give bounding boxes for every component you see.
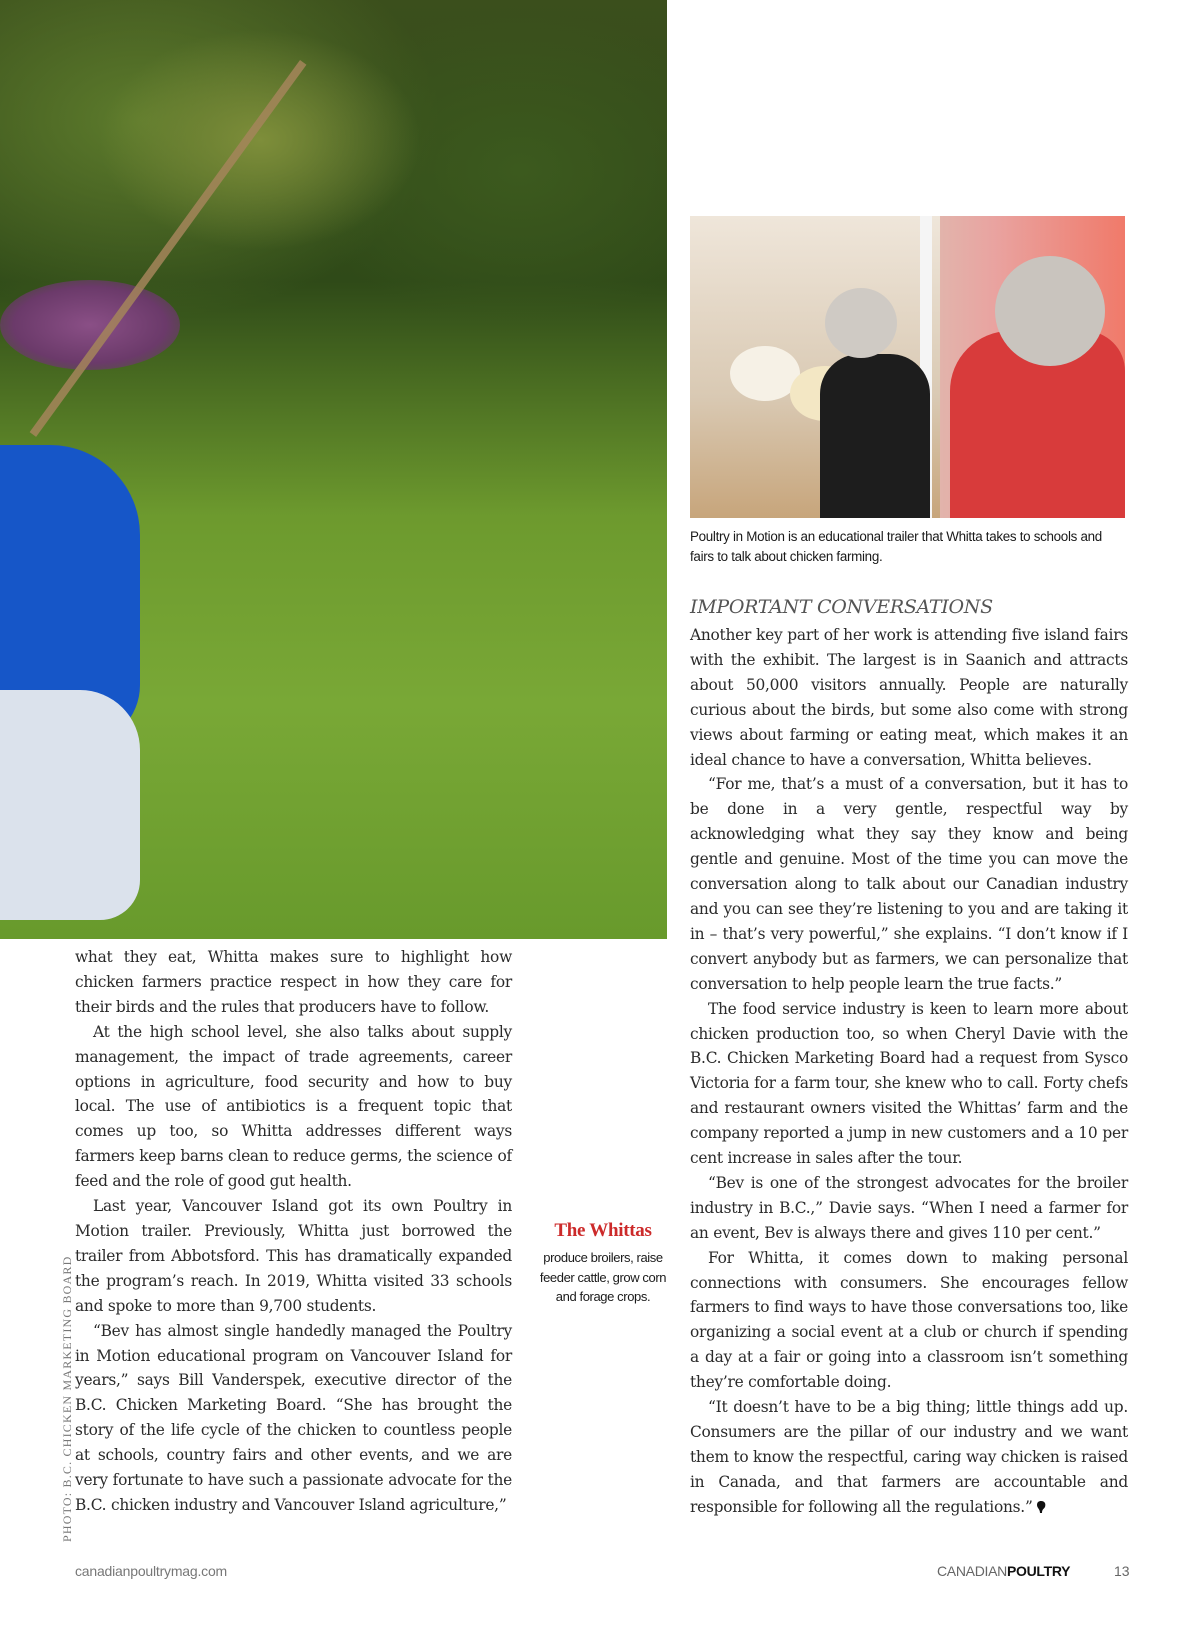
page-number: 13 bbox=[1114, 1563, 1130, 1579]
inset-caption: Poultry in Motion is an educational trailer that Whitta takes to schools and fairs to talk about chicken farming. bbox=[690, 529, 1102, 564]
paragraph: Last year, Vancouver Island got its own Poultry in Motion trailer. Previously, Whitta just borrowed the trailer from Abbotsford. This has dramatically expanded the program’s reach. In 2019, Whitta visited 33 schools and spoke to more than 9,700 students. bbox=[75, 1197, 512, 1315]
white-sleeve bbox=[0, 690, 140, 920]
paragraph: “Bev has almost single handedly managed the Poultry in Motion educational program on Vancouver Island for years,” says Bill Vanderspek, executive director of the B.C. Chicken Marketing Board. “She has brought the story of the life cycle of the chicken to countless people at schools, country fairs and other events, and we are very fortunate to have such a passionate advocate for the B.C. chicken industry and Vancouver Island agriculture,” bbox=[75, 1321, 512, 1514]
paragraph: At the high school level, she also talks about supply management, the impact of trade agreements, career options in agriculture, food security and how to buy local. The use of antibiotics is a frequent topic that comes up too, so Whitta addresses different ways farmers keep barns clean to reduce germs, the science of feed and the role of good gut health. bbox=[75, 1022, 512, 1191]
photo-credit: PHOTO: B.C. CHICKEN MARKETING BOARD bbox=[60, 1255, 74, 1542]
paragraph: what they eat, Whitta makes sure to highlight how chicken farmers practice respect in how they care for their birds and the rules that producers have to follow. bbox=[75, 948, 512, 1016]
hero-photo bbox=[0, 0, 667, 939]
visitor-hair bbox=[995, 256, 1105, 366]
section-heading: IMPORTANT CONVERSATIONS bbox=[690, 596, 993, 618]
footer-url: canadianpoultrymag.com bbox=[75, 1563, 228, 1579]
end-of-article-icon bbox=[1037, 1501, 1046, 1513]
left-column bbox=[75, 945, 512, 1518]
right-column bbox=[690, 623, 1128, 1520]
paragraph: “It doesn’t have to be a big thing; little things add up. Consumers are the pillar of our industry and we want them to know the respectful, caring way chicken is raised in Canada, and that farmers are accountable and responsible for following all the regulations.” bbox=[690, 1398, 1128, 1516]
magazine-name bbox=[937, 1563, 1070, 1579]
paragraph: For Whitta, it comes down to making personal connections with consumers. She encourages fellow farmers to find ways to have those conversations too, like organizing a social event at a club or church if spending a day at a fair or going into a classroom isn’t something they’re comfortable doing. bbox=[690, 1248, 1128, 1392]
magazine-name-bold: POULTRY bbox=[1006, 1563, 1071, 1579]
sidebar-title: The Whittas bbox=[554, 1220, 652, 1241]
paragraph: “Bev is one of the strongest advocates for the broiler industry in B.C.,” Davie says. “When I need a farmer for an event, Bev is always there and gives 110 per cent.” bbox=[690, 1173, 1128, 1242]
paragraph: The food service industry is keen to learn more about chicken production too, so when Cheryl Davie with the B.C. Chicken Marketing Board had a request from Sysco Victoria for a farm tour, she knew who to call. Forty chefs and restaurant owners visited the Whittas’ farm and the company reported a jump in new customers and a 10 per cent increase in sales after the tour. bbox=[690, 999, 1128, 1168]
sidebar-body: produce broilers, raise feeder cattle, grow corn and forage crops. bbox=[539, 1250, 667, 1304]
paragraph: Another key part of her work is attending five island fairs with the exhibit. The largest is in Saanich and attracts about 50,000 visitors annually. People are naturally curious about the birds, but some also come with strong views about farming or eating meat, which makes it an ideal chance to have a conversation, Whitta believes. bbox=[690, 626, 1128, 769]
bev-whitta bbox=[820, 354, 930, 518]
bev-whitta-hair bbox=[825, 288, 897, 358]
paragraph: “For me, that’s a must of a conversation, but it has to be done in a very gentle, respectful way by acknowledging what they say they know and being gentle and genuine. Most of the time you can move the conversation along to talk about our Canadian industry and you can see they’re listening to you and are taking it in – that’s very powerful,” she explains. “I don’t know if I convert anybody but as farmers, we can personalize that conversation to help people learn the true facts.” bbox=[690, 775, 1128, 993]
sidebar-fact bbox=[536, 1220, 670, 1307]
tree-branch bbox=[30, 60, 307, 437]
magazine-name-light: CANADIAN bbox=[937, 1563, 1007, 1579]
inset-photo bbox=[690, 216, 1125, 518]
